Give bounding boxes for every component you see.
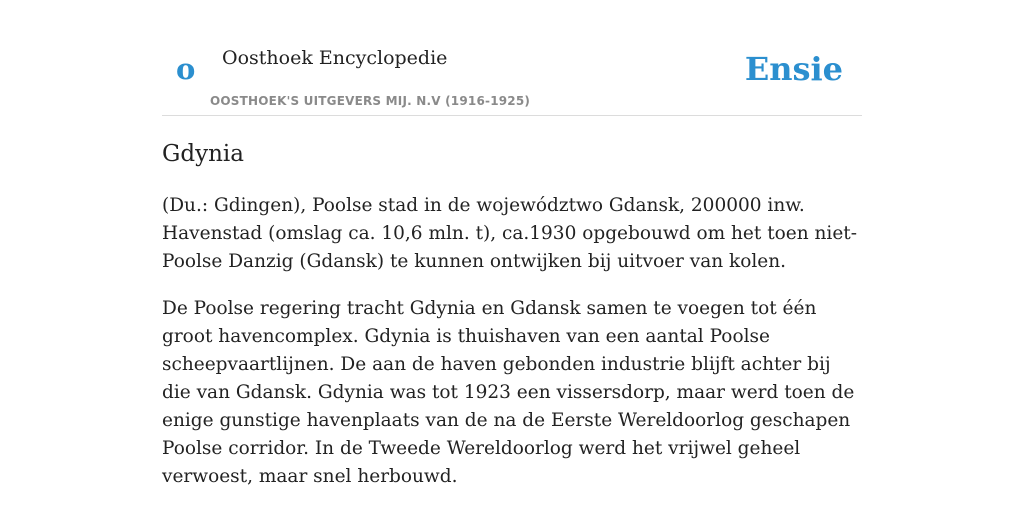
publisher-line: OOSTHOEK'S UITGEVERS MIJ. N.V (1916-1925)	[210, 94, 531, 108]
publication-title[interactable]: Oosthoek Encyclopedie	[222, 47, 448, 69]
article-paragraph: (Du.: Gdingen), Poolse stad in de województwo Gdansk, 200000 inw. Havenstad (omslag ca. 10,6 mln. t), ca.1930 opgebouwd om het toen niet-Poolse Danzig (Gdansk) te kunnen ontwijken bij uitvoer van kolen.	[162, 195, 857, 272]
article-page	[162, 0, 862, 512]
publication-logo-icon[interactable]: o	[176, 52, 196, 86]
ensie-brand-link[interactable]: Ensie	[744, 50, 843, 88]
entry-title: Gdynia	[162, 141, 244, 167]
page-header	[162, 0, 862, 116]
article-paragraph: De Poolse regering tracht Gdynia en Gdansk samen te voegen tot één groot havencomplex. Gdynia is thuishaven van een aantal Poolse scheepvaartlijnen. De aan de haven gebonden industrie blijft achter bij die van Gdansk. Gdynia was tot 1923 een vissersdorp, maar werd toen de enige gunstige havenplaats van de na de Eerste Wereldoorlog geschapen Poolse corridor. In de Tweede Wereldoorlog werd het vrijwel geheel verwoest, maar snel herbouwd.	[162, 298, 855, 487]
